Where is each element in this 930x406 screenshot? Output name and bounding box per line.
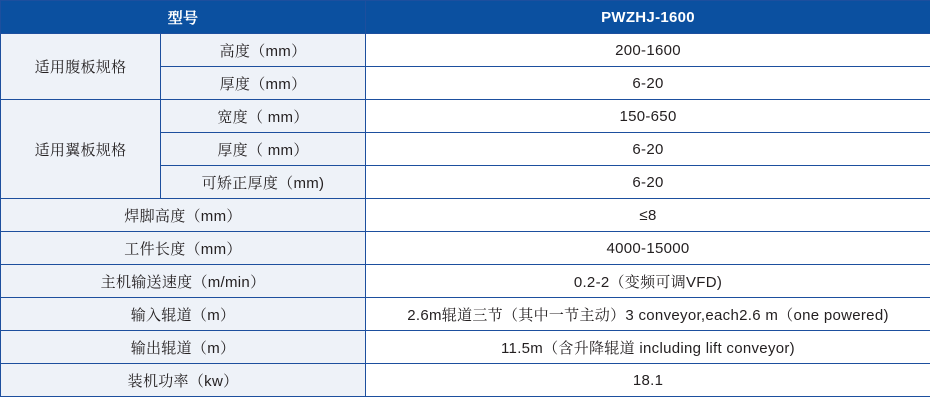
- param-label: 焊脚高度（mm）: [1, 199, 366, 232]
- param-label: 工件长度（mm）: [1, 232, 366, 265]
- table-row: [1, 364, 930, 397]
- param-value: 6-20: [366, 133, 930, 166]
- param-label: 输入辊道（m）: [1, 298, 366, 331]
- table-row: [1, 331, 930, 364]
- param-value: 4000-15000: [366, 232, 930, 265]
- table-row: [1, 100, 930, 133]
- param-label: 厚度（ mm）: [161, 133, 366, 166]
- param-value: 200-1600: [366, 34, 930, 67]
- param-value: ≤8: [366, 199, 930, 232]
- param-label: 输出辊道（m）: [1, 331, 366, 364]
- header-model-label: 型号: [1, 1, 366, 34]
- param-label: 主机输送速度（m/min）: [1, 265, 366, 298]
- param-value: 6-20: [366, 67, 930, 100]
- table-row: [1, 265, 930, 298]
- group-label-flange-plate: 适用翼板规格: [1, 100, 161, 199]
- param-value: 18.1: [366, 364, 930, 397]
- param-label: 宽度（ mm）: [161, 100, 366, 133]
- param-value: 0.2-2（变频可调VFD): [366, 265, 930, 298]
- param-value: 2.6m辊道三节（其中一节主动）3 conveyor,each2.6 m（one powered): [366, 298, 930, 331]
- param-label: 可矫正厚度（mm): [161, 166, 366, 199]
- header-model-value: PWZHJ-1600: [366, 1, 930, 34]
- param-value: 11.5m（含升降辊道 including lift conveyor): [366, 331, 930, 364]
- param-value: 6-20: [366, 166, 930, 199]
- table-row: [1, 298, 930, 331]
- table-header-row: [1, 1, 930, 34]
- param-label: 装机功率（kw）: [1, 364, 366, 397]
- table-row: [1, 34, 930, 67]
- table-row: [1, 199, 930, 232]
- table-row: [1, 232, 930, 265]
- param-value: 150-650: [366, 100, 930, 133]
- param-label: 厚度（mm）: [161, 67, 366, 100]
- group-label-web-plate: 适用腹板规格: [1, 34, 161, 100]
- param-label: 高度（mm）: [161, 34, 366, 67]
